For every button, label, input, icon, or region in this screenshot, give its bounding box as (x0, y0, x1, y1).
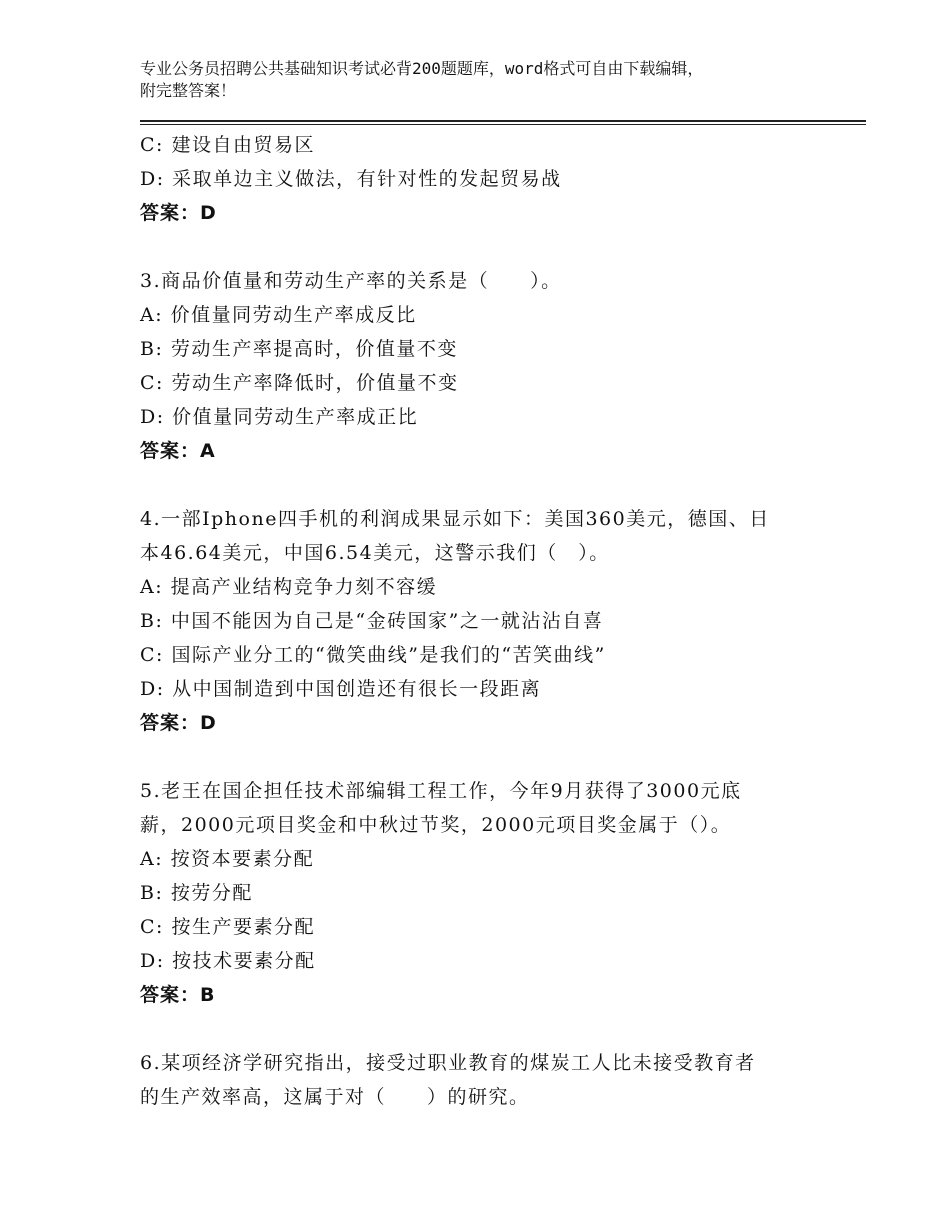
option-d: D: 从中国制造到中国创造还有很长一段距离 (140, 678, 542, 700)
option-d: D: 采取单边主义做法，有针对性的发起贸易战 (140, 168, 562, 190)
answer: 答案：A (140, 440, 216, 462)
stem-line: 6.某项经济学研究指出，接受过职业教育的煤炭工人比未接受教育者 (140, 1052, 756, 1074)
header-line-1: 专业公务员招聘公共基础知识考试必背200题题库，word格式可自由下载编辑， (140, 59, 704, 78)
option-a: A: 价值量同劳动生产率成反比 (140, 304, 417, 326)
question-3 (140, 264, 820, 468)
header-divider-thin (140, 124, 866, 125)
header-line-2: 附完整答案！ (140, 81, 237, 100)
answer: 答案：D (140, 202, 217, 224)
question-stem (140, 502, 820, 570)
option-c: C: 建设自由贸易区 (140, 134, 315, 156)
question-4 (140, 502, 820, 740)
option-c: C: 劳动生产率降低时，价值量不变 (140, 372, 459, 394)
stem-line: 薪，2000元项目奖金和中秋过节奖，2000元项目奖金属于（）。 (140, 814, 732, 836)
question-stem (140, 264, 820, 298)
option-b: B: 劳动生产率提高时，价值量不变 (140, 338, 458, 360)
stem-line: 3.商品价值量和劳动生产率的关系是（ ）。 (140, 270, 562, 292)
option-b: B: 按劳分配 (140, 882, 253, 904)
option-a: A: 按资本要素分配 (140, 848, 315, 870)
option-d: D: 按技术要素分配 (140, 950, 316, 972)
question-6 (140, 1046, 820, 1114)
option-a: A: 提高产业结构竞争力刻不容缓 (140, 576, 438, 598)
question-5 (140, 774, 820, 1012)
header-divider (140, 120, 866, 122)
option-c: C: 按生产要素分配 (140, 916, 315, 938)
question-list (140, 128, 820, 1114)
stem-line: 5.老王在国企担任技术部编辑工程工作，今年9月获得了3000元底 (140, 780, 742, 802)
option-d: D: 价值量同劳动生产率成正比 (140, 406, 419, 428)
stem-line: 4.一部Iphone四手机的利润成果显示如下：美国360美元，德国、日 (140, 508, 770, 530)
document-header (140, 58, 830, 102)
question-stem (140, 774, 820, 842)
stem-line: 的生产效率高，这属于对（ ）的研究。 (140, 1086, 530, 1108)
question-2-tail (140, 128, 820, 230)
stem-line: 本46.64美元，中国6.54美元，这警示我们（ ）。 (140, 542, 610, 564)
option-c: C: 国际产业分工的“微笑曲线”是我们的“苦笑曲线” (140, 644, 606, 666)
question-stem (140, 1046, 820, 1114)
option-b: B: 中国不能因为自己是“金砖国家”之一就沾沾自喜 (140, 610, 604, 632)
answer: 答案：D (140, 712, 217, 734)
answer: 答案：B (140, 984, 216, 1006)
